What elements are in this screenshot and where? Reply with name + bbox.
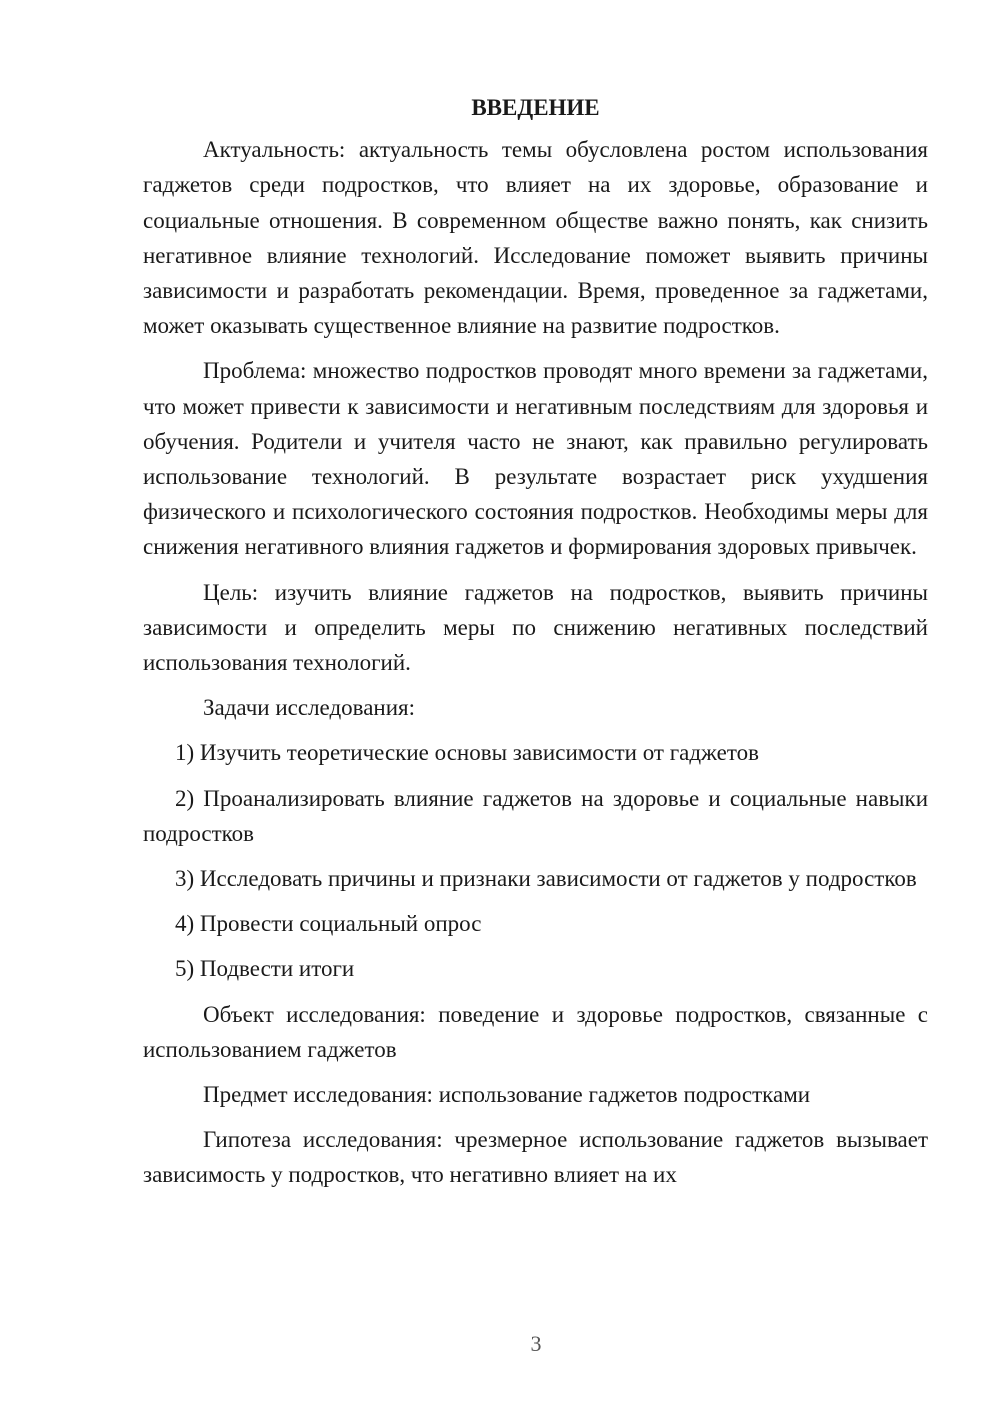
paragraph-object: Объект исследования: поведение и здоровье подростков, связанные с использованием гаджетов: [143, 1001, 928, 1062]
task-item-2: 2) Проанализировать влияние гаджетов на здоровье и социальные навыки подростков: [143, 785, 928, 846]
paragraph-hypothesis: Гипотеза исследования: чрезмерное использование гаджетов вызывает зависимость у подростков, что негативно влияет на их: [143, 1127, 928, 1188]
paragraph-relevance: Актуальность: актуальность темы обусловлена ростом использования гаджетов среди подростков, что влияет на их здоровье, образование и социальные отношения. В современном обществе важно понять, как снизить негативное влияние технологий. Исследование поможет выявить причины зависимости и разработать рекомендации. Время, проведенное за гаджетами, может оказывать существенное влияние на развитие подростков.: [143, 137, 928, 339]
task-item-5: 5) Подвести итоги: [175, 956, 355, 982]
page-number: 3: [530, 1331, 542, 1356]
section-title: ВВЕДЕНИЕ: [471, 95, 600, 120]
task-item-1: 1) Изучить теоретические основы зависимости от гаджетов: [175, 740, 759, 766]
task-item-3: 3) Исследовать причины и признаки зависимости от гаджетов у подростков: [175, 866, 917, 892]
paragraph-goal: Цель: изучить влияние гаджетов на подростков, выявить причины зависимости и определить меры по снижению негативных последствий использования технологий.: [143, 579, 928, 676]
paragraph-problem: Проблема: множество подростков проводят много времени за гаджетами, что может привести к зависимости и негативным последствиям для здоровья и обучения. Родители и учителя часто не знают, как правильно регулировать использование технологий. В результате возрастает риск ухудшения физического и психологического состояния подростков. Необходимы меры для снижения негативного влияния гаджетов и формирования здоровых привычек.: [143, 358, 928, 560]
tasks-heading: Задачи исследования:: [203, 695, 416, 721]
task-item-4: 4) Провести социальный опрос: [175, 911, 482, 937]
paragraph-subject: Предмет исследования: использование гаджетов подростками: [203, 1082, 811, 1108]
document-page: [143, 90, 928, 1203]
